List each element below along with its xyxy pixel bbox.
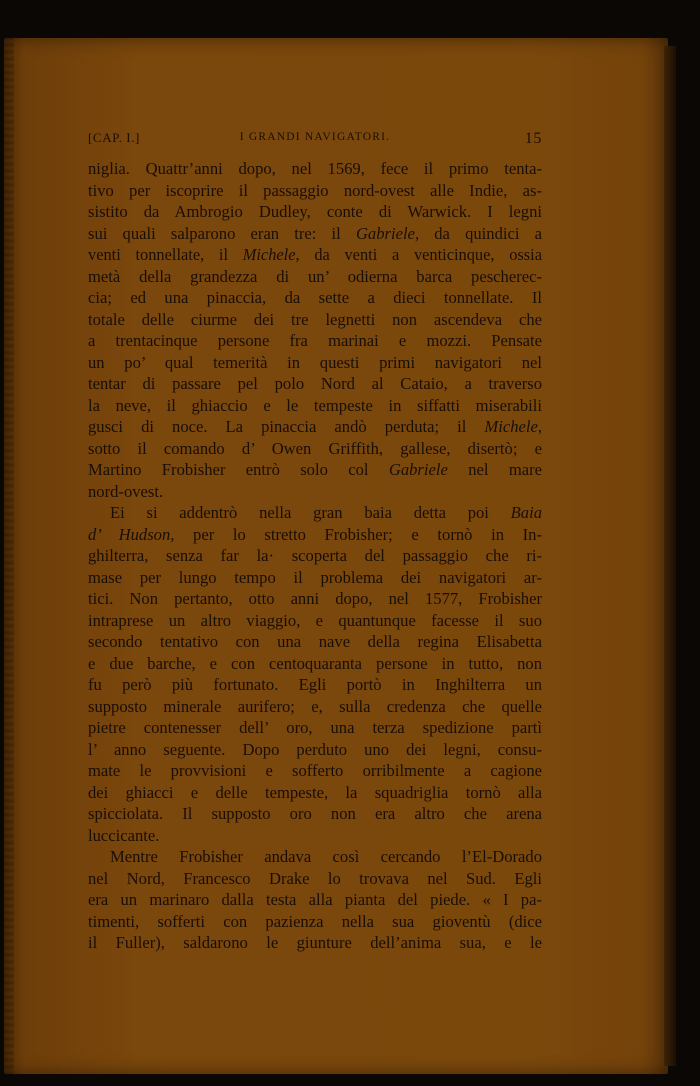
text-line: e due barche, e con centoquaranta persone in tutto, non [88,653,542,673]
text-line: cia; ed una pinaccia, da sette a dieci tonnellate. Il [88,288,542,307]
text-line: il Fuller), saldarono le giunture dell’anima sua, e le [88,933,542,952]
text-line: un po’ qual temerità in questi primi navigatori nel [88,352,542,372]
text-line: pietre contenesser dell’ oro, una terza spedizione partì [88,718,542,737]
text-line: sui quali salparono eran tre: il Gabriele, da quindici a [88,223,542,243]
text-line: gusci di noce. La pinaccia andò perduta; il Michele, [88,417,542,436]
text-line: timenti, sofferti con pazienza nella sua gioventù (dice [88,911,542,931]
text-line: la neve, il ghiaccio e le tempeste in siffatti miserabili [88,395,542,415]
text-line: ghilterra, senza far la· scoperta del passaggio che ri- [88,546,542,565]
running-header [88,130,542,150]
text-line: intraprese un altro viaggio, e quantunque facesse il suo [88,610,542,630]
text-line: sotto il comando d’ Owen Griffith, gallese, disertò; e [88,438,542,458]
text-line: venti tonnellate, il Michele, da venti a venticinque, ossia [88,245,542,264]
text-line: supposto minerale aurifero; e, sulla credenza che quelle [88,696,542,716]
text-line: totale delle ciurme dei tre legnetti non ascendeva che [88,309,542,329]
text-line: secondo tentativo con una nave della regina Elisabetta [88,632,542,651]
text-line: nel Nord, Francesco Drake lo trovava nel Sud. Egli [88,868,542,888]
text-line: era un marinaro dalla testa alla pianta del piede. « I pa- [88,890,542,909]
text-line: Mentre Frobisher andava così cercando l’El-Dorado [110,847,542,866]
text-line: luccicante. [88,825,160,845]
text-line: a trentacinque persone fra marinai e mozzi. Pensate [88,331,542,350]
text-line: d’ Hudson, per lo stretto Frobisher; e tornò in In- [88,524,542,544]
text-line: sistito da Ambrogio Dudley, conte di Warwick. I legni [88,202,542,221]
text-line: metà della grandezza di un’ odierna barca pescherec- [88,266,542,286]
text-line: dei ghiacci e delle tempeste, la squadriglia tornò alla [88,782,542,802]
page-number: 15 [524,130,542,147]
text-line: Martino Frobisher entrò solo col Gabriele nel mare [88,460,542,479]
text-line: mase per lungo tempo il problema dei navigatori ar- [88,567,542,587]
text-line: Ei si addentrò nella gran baia detta poi Baia [110,503,542,522]
text-line: fu però più fortunato. Egli portò in Inghilterra un [88,675,542,694]
text-line: spicciolata. Il supposto oro non era altro che arena [88,804,542,823]
text-line: mate le provvisioni e sofferto orribilmente a cagione [88,761,542,780]
body-text [88,158,542,954]
text-line: l’ anno seguente. Dopo perduto uno dei legni, consu- [88,739,542,759]
chapter-label: [CAP. I.] [88,130,140,145]
page-edge [664,46,676,1066]
text-line: tivo per iscoprire il passaggio nord-ovest alle Indie, as- [88,180,542,200]
text-line: tici. Non pertanto, otto anni dopo, nel 1577, Frobisher [88,589,542,608]
book-title: I GRANDI NAVIGATORI. [239,131,391,143]
text-line: tentar di passare pel polo Nord al Cataio, a traverso [88,374,542,393]
text-line: niglia. Quattr’anni dopo, nel 1569, fece il primo tenta- [88,159,542,178]
text-line: nord-ovest. [88,481,164,501]
